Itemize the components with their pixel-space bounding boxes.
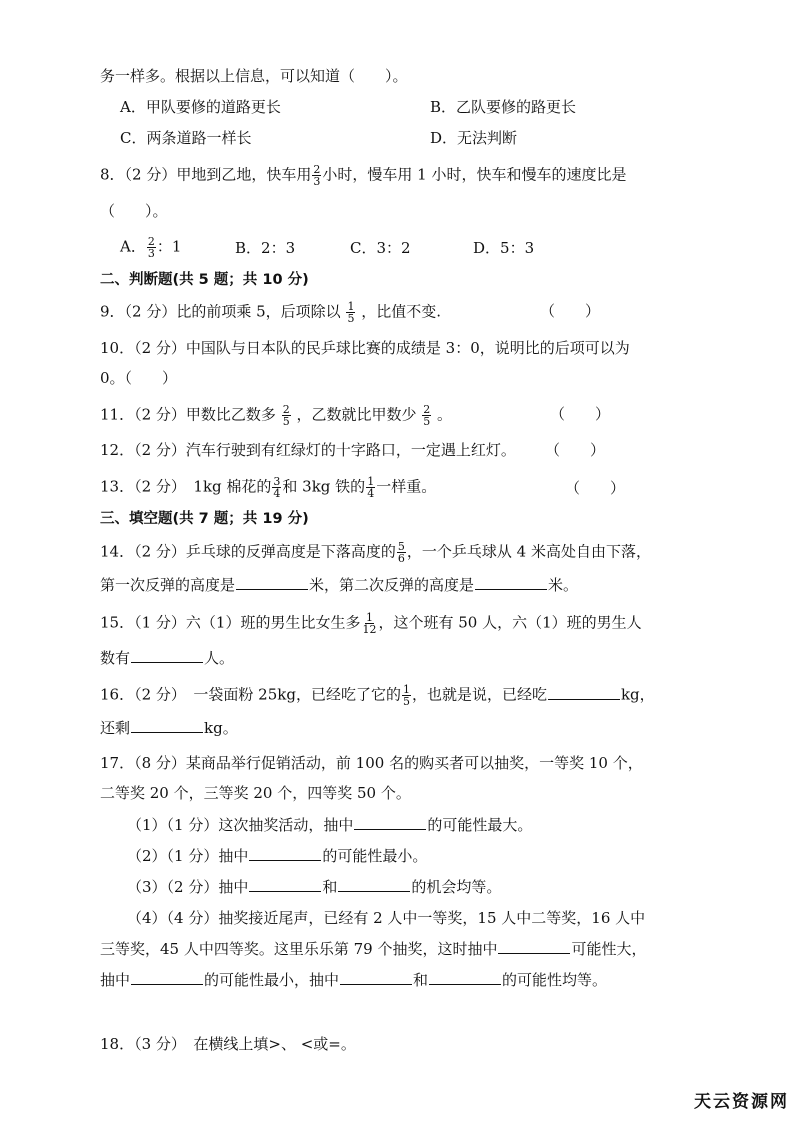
q17-sub4-blank-4[interactable] [429, 970, 501, 985]
q17-sub4-blank-1[interactable] [498, 939, 570, 954]
section-heading-judgement: 二、判断题(共 5 题；共 10 分) [100, 272, 309, 288]
q15-line2: 数有 人。 [100, 649, 235, 667]
q17-sub3-blank-1[interactable] [249, 877, 321, 892]
q8-question [100, 164, 626, 187]
q8-line2: （ ）。 [100, 202, 168, 220]
q17-sub1-blank[interactable] [354, 815, 426, 830]
q17-sub4-line2: 三等奖，45 人中四等奖。这里乐乐第 79 个抽奖，这时抽中 可能性大， [100, 940, 647, 958]
q17-sub4-blank-3[interactable] [340, 970, 412, 985]
q10-question-line2: 0。（ ） [100, 369, 178, 387]
q17-sub1: （1）（1 分）这次抽奖活动，抽中 的可能性最大。 [127, 816, 533, 834]
section-heading-fill-in: 三、填空题(共 7 题；共 19 分) [100, 511, 309, 527]
q16-line2: 还剩 kg。 [100, 719, 238, 737]
q8-option-a: A． $\frac{2}{3}$ ：1 [120, 235, 182, 260]
q17-sub2-blank[interactable] [249, 846, 321, 861]
q14-line2: 第一次反弹的高度是 米，第二次反弹的高度是 米。 [100, 576, 579, 594]
q17-sub3: （3）（2 分）抽中 和 的机会均等。 [127, 878, 502, 896]
q7-option-a: A．甲队要修的道路更长 [120, 98, 281, 116]
q17-sub3-blank-2[interactable] [338, 877, 410, 892]
q17-sub2: （2）（1 分）抽中 的可能性最小。 [127, 847, 428, 865]
q14-blank-1[interactable] [236, 575, 308, 590]
q17-sub4-line3: 抽中 的可能性最小，抽中 和 的可能性均等。 [100, 971, 608, 989]
q7-option-d: D．无法判断 [430, 129, 518, 147]
q17-question-line2: 二等奖 20 个，三等奖 20 个，四等奖 50 个。 [100, 784, 411, 802]
q17-sub4-blank-2[interactable] [131, 970, 203, 985]
q15-question: 15．（1 分）六（1）班的男生比女生多 $\frac{1}{12}$ ，这个班有 50 人，六（1）班的男生人 [100, 611, 642, 636]
q7-option-b: B．乙队要修的路更长 [430, 98, 577, 116]
q8-option-b: B．2：3 [235, 239, 296, 257]
q17-question-line1: 17．（8 分）某商品举行促销活动，前 100 名的购买者可以抽奖，一等奖 10 个， [100, 754, 643, 772]
q12-question: 12．（2 分）汽车行驶到有红绿灯的十字路口，一定遇上红灯。 [100, 441, 516, 459]
q13-question: 13．（2 分） 1kg 棉花的 $\frac{3}{4}$ 和 3kg 铁的 $\frac{1}{4}$ 一样重。 [100, 475, 437, 500]
q17-sub4-line1: （4）（4 分）抽奖接近尾声，已经有 2 人中一等奖，15 人中二等奖，16 人中 [127, 909, 646, 927]
q18-question: 18．（3 分） 在横线上填>、 <或=。 [100, 1035, 356, 1053]
q8-option-d: D．5：3 [473, 239, 535, 257]
q11-answer-paren: （ ） [550, 405, 611, 423]
q7-continuation: 务一样多。根据以上信息，可以知道（ ）。 [100, 67, 408, 85]
q16-question: 16．（2 分） 一袋面粉 25kg，已经吃了它的 $\frac{1}{5}$ ，也就是说，已经吃 kg， [100, 683, 655, 708]
q8-text-a: 8．（2 分）甲地到乙地，快车用 [100, 165, 312, 184]
q10-question-line1: 10．（2 分）中国队与日本队的民乒球比赛的成绩是 3：0，说明比的后项可以为 [100, 339, 630, 357]
q16-blank-1[interactable] [548, 685, 620, 700]
q11-question: 11．（2 分）甲数比乙数多 $\frac{2}{5}$ ，乙数就比甲数少 $\frac{2}{5}$ 。 [100, 403, 453, 428]
q15-blank[interactable] [131, 648, 203, 663]
q9-question: 9．（2 分）比的前项乘 5，后项除以 $\frac{1}{5}$ ，比值不变. [100, 300, 442, 325]
q12-answer-paren: （ ） [545, 441, 606, 459]
q13-answer-paren: （ ） [565, 479, 626, 497]
q7-option-c: C．两条道路一样长 [120, 129, 252, 147]
q9-answer-paren: （ ） [540, 302, 601, 320]
q8-text-b: 小时，慢车用 1 小时，快车和慢车的速度比是 [322, 165, 627, 184]
q8-fraction: $\frac{2}{3}$ [313, 163, 321, 188]
q14-blank-2[interactable] [475, 575, 547, 590]
q16-blank-2[interactable] [131, 718, 203, 733]
q14-question: 14．（2 分）乒乓球的反弹高度是下落高度的 $\frac{5}{6}$ ，一个乒乓球从 4 米高处自由下落， [100, 540, 651, 565]
q8-option-c: C．3：2 [350, 239, 411, 257]
watermark-logo: 天云资源网 [694, 1092, 789, 1112]
